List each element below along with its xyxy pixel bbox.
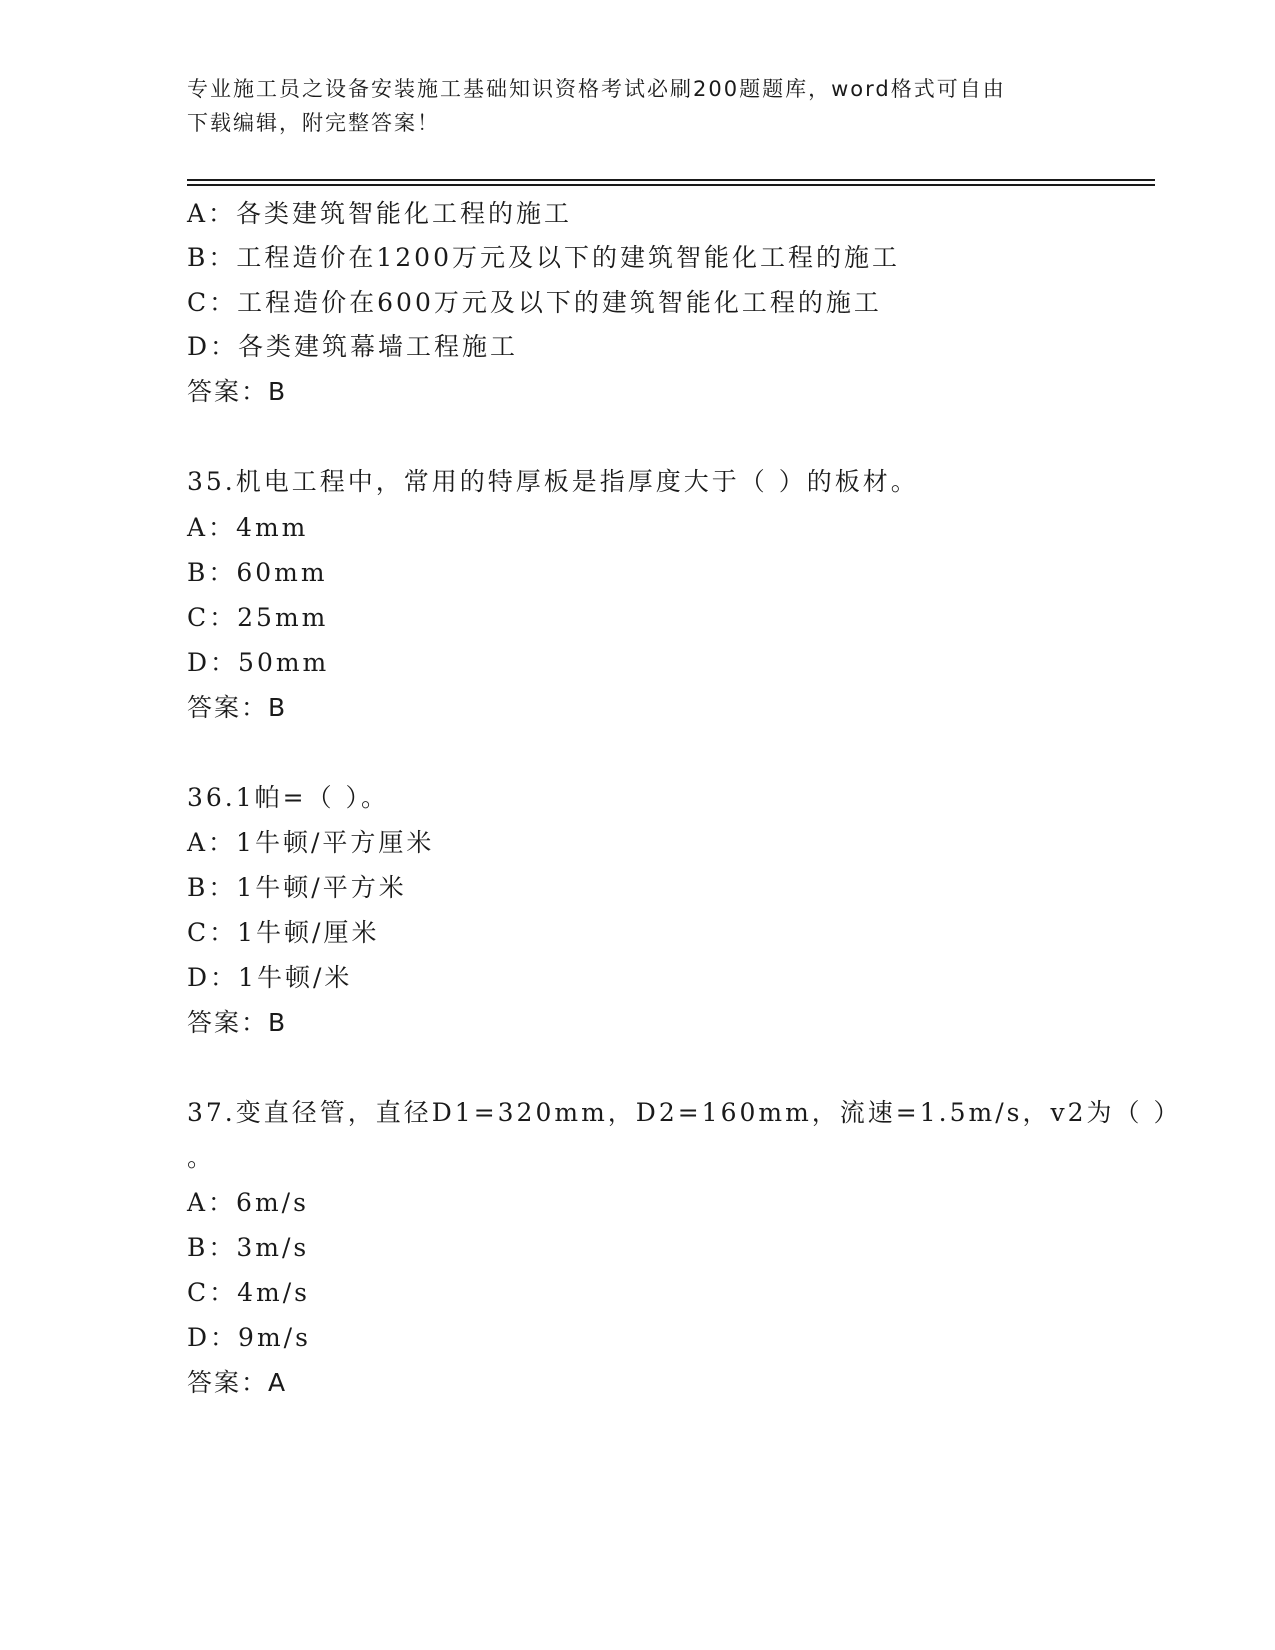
q36-option-d: D：1牛顿/米: [187, 963, 353, 992]
q35-option-a: A：4mm: [187, 513, 309, 542]
header-line-2: 下载编辑，附完整答案！: [187, 111, 440, 135]
q35-option-c: C：25mm: [187, 603, 329, 632]
q36-answer: 答案：B: [187, 1008, 288, 1037]
q34-option-d: D：各类建筑幕墙工程施工: [187, 332, 519, 361]
q37-stem-line-1: 37.变直径管，直径D1=320mm，D2=160mm，流速=1.5m/s，v2为（ ）: [187, 1098, 1182, 1127]
q35-answer: 答案：B: [187, 693, 288, 722]
q35-option-d: D：50mm: [187, 648, 330, 677]
q36-option-b: B：1牛顿/平方米: [187, 873, 407, 902]
q35-option-b: B：60mm: [187, 558, 328, 587]
q34-option-b: B：工程造价在1200万元及以下的建筑智能化工程的施工: [187, 243, 900, 272]
header-line-1: 专业施工员之设备安装施工基础知识资格考试必刷200题题库，word格式可自由: [187, 77, 1006, 101]
q37-answer: 答案：A: [187, 1368, 288, 1397]
q37-option-c: C：4m/s: [187, 1278, 310, 1307]
document-header: [187, 72, 1087, 140]
q34-option-c: C：工程造价在600万元及以下的建筑智能化工程的施工: [187, 288, 882, 317]
q36-option-c: C：1牛顿/厘米: [187, 918, 380, 947]
q37-option-d: D：9m/s: [187, 1323, 311, 1352]
header-divider-top: [187, 179, 1155, 181]
q37-stem-line-2: 。: [187, 1143, 216, 1172]
q36-option-a: A：1牛顿/平方厘米: [187, 828, 435, 857]
q37-option-a: A：6m/s: [187, 1188, 309, 1217]
q36-stem: 36.1帕=（ ）。: [187, 783, 390, 812]
q37-option-b: B：3m/s: [187, 1233, 310, 1262]
q35-stem: 35.机电工程中，常用的特厚板是指厚度大于（ ）的板材。: [187, 467, 919, 496]
header-divider-bottom: [187, 184, 1155, 186]
q34-answer: 答案：B: [187, 377, 288, 406]
q34-option-a: A：各类建筑智能化工程的施工: [187, 199, 573, 228]
